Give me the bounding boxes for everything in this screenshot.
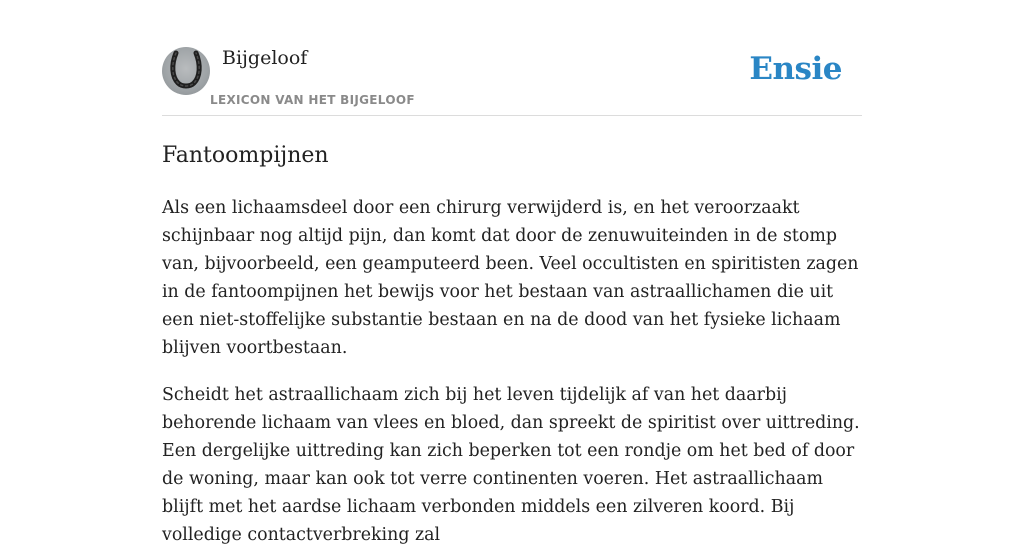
- page-title: Fantoompijnen: [162, 143, 329, 168]
- page: [162, 0, 862, 549]
- header: [162, 0, 862, 116]
- author-name[interactable]: Bijgeloof: [222, 47, 308, 69]
- brand-logo[interactable]: Ensie: [749, 51, 842, 87]
- article-paragraph-1: Als een lichaamsdeel door een chirurg verwijderd is, en het veroorzaakt schijnbaar nog altijd pijn, dan komt dat door de zenuwuiteinden in de stomp van, bijvoorbeeld, een geamputeerd been. Veel occultisten en spiritisten zagen in de fantoompijnen het bewijs voor het bestaan van astraallichamen die uit een niet-stoffelijke substantie bestaan en na de dood van het fysieke lichaam blijven voortbestaan.: [162, 198, 859, 358]
- avatar[interactable]: [162, 47, 210, 95]
- book-subtitle: LEXICON VAN HET BIJGELOOF: [210, 93, 415, 107]
- article-paragraph-2: Scheidt het astraallichaam zich bij het leven tijdelijk af van het daarbij behorende lichaam van vlees en bloed, dan spreekt de spiritist over uittreding. Een dergelijke uittreding kan zich beperken tot een rondje om het bed of door de woning, maar kan ook tot verre continenten voeren. Het astraallichaam blijft met het aardse lichaam verbonden middels een zilveren koord. Bij volledige contactverbreking zal: [162, 385, 860, 545]
- horseshoe-icon: [162, 47, 210, 95]
